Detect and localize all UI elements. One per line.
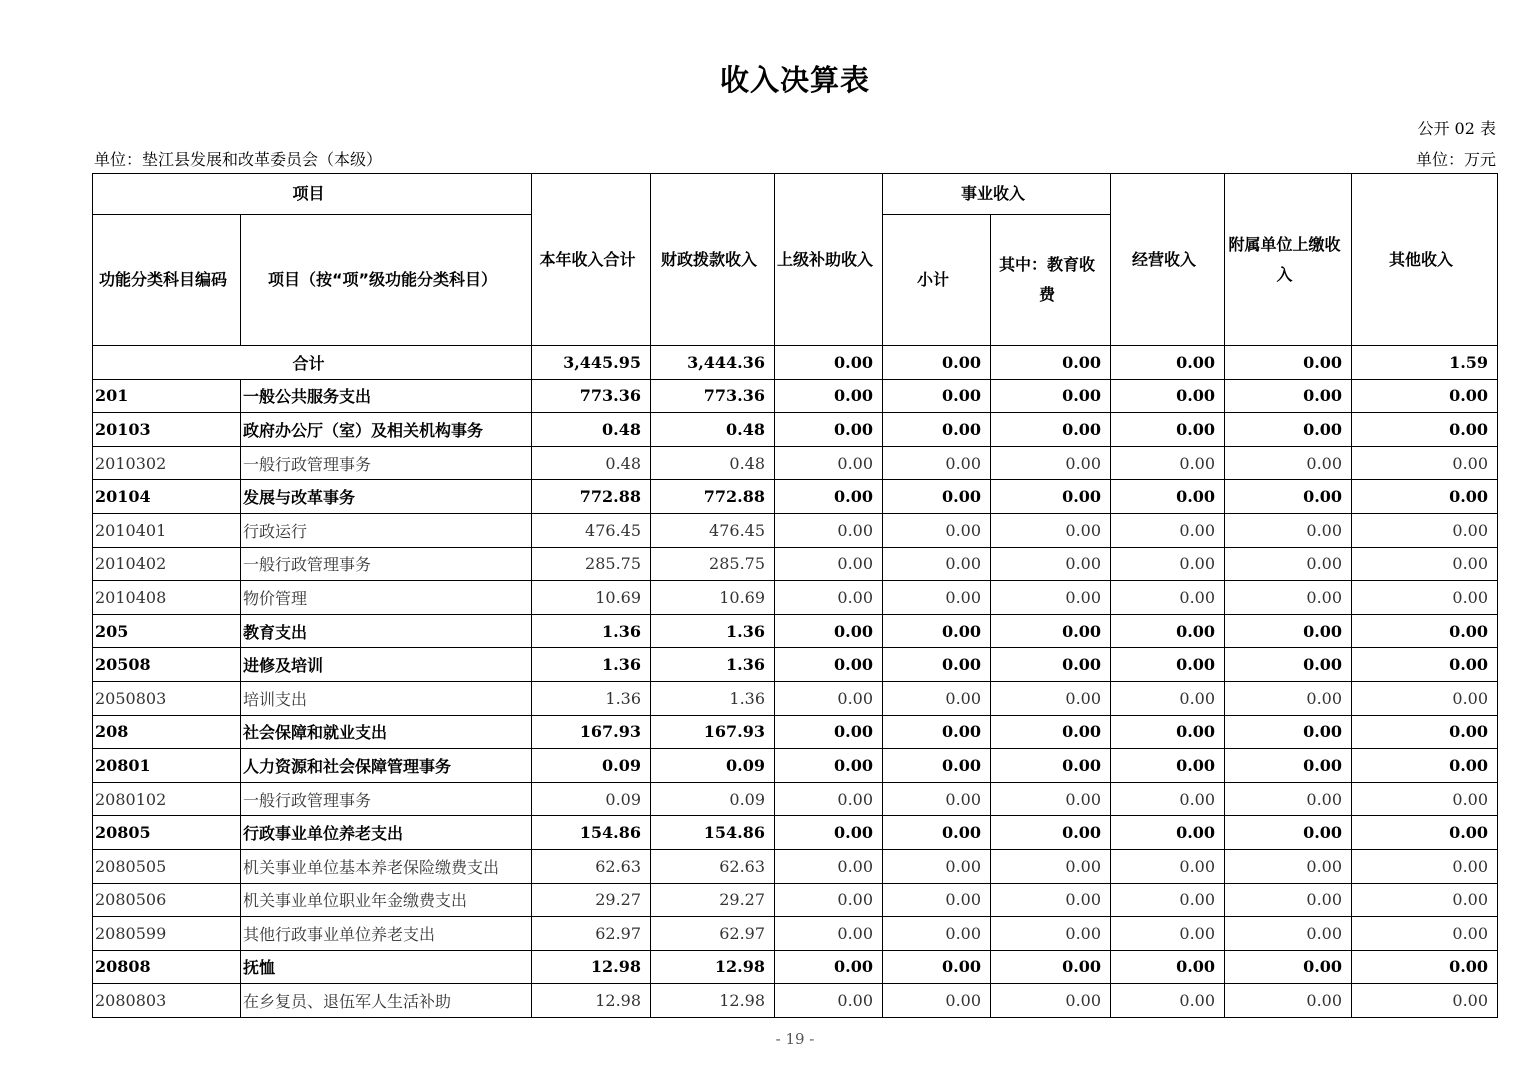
total-value: 3,444.36 <box>651 346 775 380</box>
row-value: 0.00 <box>991 715 1111 749</box>
total-label: 合计 <box>93 346 532 380</box>
row-value: 0.00 <box>1225 379 1352 413</box>
row-value: 10.69 <box>532 581 651 615</box>
row-value: 0.00 <box>1111 782 1225 816</box>
row-value: 0.00 <box>1352 446 1498 480</box>
row-value: 0.00 <box>883 849 991 883</box>
row-value: 0.00 <box>991 749 1111 783</box>
row-value: 62.97 <box>651 917 775 951</box>
table-row <box>93 513 1498 547</box>
row-value: 772.88 <box>651 480 775 514</box>
row-item-name: 社会保障和就业支出 <box>241 715 532 749</box>
row-value: 154.86 <box>651 816 775 850</box>
table-row <box>93 379 1498 413</box>
row-value: 0.00 <box>991 547 1111 581</box>
row-value: 0.00 <box>1352 917 1498 951</box>
row-function-code: 2080102 <box>93 782 241 816</box>
row-function-code: 2050803 <box>93 681 241 715</box>
row-function-code: 20805 <box>93 816 241 850</box>
row-function-code: 2080599 <box>93 917 241 951</box>
table-row <box>93 917 1498 951</box>
total-value: 0.00 <box>883 346 991 380</box>
row-value: 0.00 <box>883 883 991 917</box>
table-row <box>93 950 1498 984</box>
row-item-name: 进修及培训 <box>241 648 532 682</box>
header-function-code: 功能分类科目编码 <box>93 215 241 346</box>
row-function-code: 20808 <box>93 950 241 984</box>
row-value: 0.00 <box>883 413 991 447</box>
row-value: 0.00 <box>1225 883 1352 917</box>
row-value: 10.69 <box>651 581 775 615</box>
row-function-code: 2080803 <box>93 984 241 1018</box>
row-value: 0.00 <box>1225 749 1352 783</box>
currency-unit: 单位：万元 <box>1415 150 1496 169</box>
page-number: - 19 - <box>775 1030 815 1048</box>
row-value: 0.00 <box>1352 749 1498 783</box>
row-value: 0.00 <box>991 413 1111 447</box>
row-value: 0.00 <box>775 984 883 1018</box>
header-business-income-group: 事业收入 <box>883 174 1111 215</box>
row-item-name: 行政运行 <box>241 513 532 547</box>
row-value: 0.00 <box>991 950 1111 984</box>
row-value: 0.00 <box>883 984 991 1018</box>
row-value: 0.00 <box>991 480 1111 514</box>
row-function-code: 20104 <box>93 480 241 514</box>
row-item-name: 政府办公厅（室）及相关机构事务 <box>241 413 532 447</box>
row-value: 62.63 <box>651 849 775 883</box>
header-item-name: 项目（按“项”级功能分类科目） <box>241 215 532 346</box>
row-value: 0.00 <box>883 379 991 413</box>
row-value: 0.00 <box>883 648 991 682</box>
total-value: 0.00 <box>775 346 883 380</box>
row-value: 0.00 <box>775 480 883 514</box>
row-value: 0.00 <box>991 782 1111 816</box>
table-row <box>93 816 1498 850</box>
row-value: 0.00 <box>775 816 883 850</box>
row-value: 0.00 <box>775 648 883 682</box>
row-value: 0.48 <box>651 413 775 447</box>
row-value: 0.00 <box>1352 849 1498 883</box>
row-function-code: 201 <box>93 379 241 413</box>
row-item-name: 物价管理 <box>241 581 532 615</box>
row-value: 0.00 <box>1352 379 1498 413</box>
row-value: 0.00 <box>1111 883 1225 917</box>
row-value: 0.00 <box>1225 950 1352 984</box>
row-value: 0.00 <box>775 513 883 547</box>
row-value: 0.00 <box>1111 816 1225 850</box>
row-function-code: 2010401 <box>93 513 241 547</box>
row-item-name: 教育支出 <box>241 614 532 648</box>
table-row <box>93 581 1498 615</box>
row-function-code: 2010408 <box>93 581 241 615</box>
row-value: 12.98 <box>651 984 775 1018</box>
row-item-name: 机关事业单位职业年金缴费支出 <box>241 883 532 917</box>
table-row <box>93 547 1498 581</box>
row-function-code: 20103 <box>93 413 241 447</box>
row-value: 0.00 <box>991 917 1111 951</box>
row-value: 0.00 <box>991 681 1111 715</box>
row-value: 0.00 <box>1111 715 1225 749</box>
row-value: 0.00 <box>883 547 991 581</box>
row-value: 0.00 <box>1111 480 1225 514</box>
row-value: 0.00 <box>775 379 883 413</box>
table-code: 公开 02 表 <box>1417 119 1496 138</box>
row-function-code: 2010302 <box>93 446 241 480</box>
row-function-code: 205 <box>93 614 241 648</box>
row-value: 0.00 <box>1111 446 1225 480</box>
row-value: 0.00 <box>1225 715 1352 749</box>
row-function-code: 208 <box>93 715 241 749</box>
row-value: 0.00 <box>775 849 883 883</box>
header-operating-income: 经营收入 <box>1111 174 1225 346</box>
row-value: 0.00 <box>991 581 1111 615</box>
row-value: 0.09 <box>651 782 775 816</box>
row-value: 0.00 <box>775 413 883 447</box>
row-value: 0.09 <box>532 749 651 783</box>
row-value: 476.45 <box>532 513 651 547</box>
row-value: 0.00 <box>991 816 1111 850</box>
row-value: 0.00 <box>883 782 991 816</box>
row-value: 0.00 <box>883 749 991 783</box>
row-value: 154.86 <box>532 816 651 850</box>
row-value: 285.75 <box>532 547 651 581</box>
row-value: 0.00 <box>1111 581 1225 615</box>
row-value: 0.00 <box>775 715 883 749</box>
row-item-name: 一般行政管理事务 <box>241 446 532 480</box>
row-value: 12.98 <box>532 950 651 984</box>
row-value: 0.00 <box>1111 614 1225 648</box>
row-item-name: 一般行政管理事务 <box>241 782 532 816</box>
row-value: 0.00 <box>1352 883 1498 917</box>
row-value: 0.00 <box>1352 547 1498 581</box>
row-value: 0.00 <box>1225 480 1352 514</box>
income-final-accounts-table <box>92 173 1498 1018</box>
row-function-code: 2080505 <box>93 849 241 883</box>
table-row <box>93 614 1498 648</box>
row-value: 0.00 <box>1111 950 1225 984</box>
row-item-name: 行政事业单位养老支出 <box>241 816 532 850</box>
row-function-code: 20801 <box>93 749 241 783</box>
row-item-name: 机关事业单位基本养老保险缴费支出 <box>241 849 532 883</box>
row-value: 0.00 <box>883 513 991 547</box>
row-value: 0.00 <box>883 816 991 850</box>
row-value: 0.00 <box>991 446 1111 480</box>
row-item-name: 一般公共服务支出 <box>241 379 532 413</box>
row-value: 0.00 <box>1111 917 1225 951</box>
row-value: 0.00 <box>1352 581 1498 615</box>
row-value: 0.00 <box>883 581 991 615</box>
row-value: 0.00 <box>883 446 991 480</box>
row-value: 0.00 <box>1352 513 1498 547</box>
row-value: 0.00 <box>1352 715 1498 749</box>
row-value: 167.93 <box>651 715 775 749</box>
row-value: 0.00 <box>991 614 1111 648</box>
row-function-code: 20508 <box>93 648 241 682</box>
row-value: 0.00 <box>1352 950 1498 984</box>
total-value: 0.00 <box>991 346 1111 380</box>
row-value: 0.00 <box>1111 749 1225 783</box>
header-subtotal: 小计 <box>883 215 991 346</box>
row-item-name: 在乡复员、退伍军人生活补助 <box>241 984 532 1018</box>
row-value: 0.00 <box>1111 648 1225 682</box>
table-row <box>93 883 1498 917</box>
row-value: 0.00 <box>883 715 991 749</box>
row-value: 0.00 <box>1111 849 1225 883</box>
row-value: 0.00 <box>883 681 991 715</box>
row-value: 773.36 <box>651 379 775 413</box>
row-value: 772.88 <box>532 480 651 514</box>
row-value: 0.09 <box>532 782 651 816</box>
row-value: 0.00 <box>775 681 883 715</box>
header-education-fees: 其中：教育收费 <box>991 215 1111 346</box>
row-item-name: 培训支出 <box>241 681 532 715</box>
row-value: 0.00 <box>1225 581 1352 615</box>
row-function-code: 2080506 <box>93 883 241 917</box>
organization-unit: 单位：垫江县发展和改革委员会（本级） <box>94 150 383 169</box>
header-total-income: 本年收入合计 <box>532 174 651 346</box>
row-value: 0.00 <box>1352 681 1498 715</box>
row-value: 0.00 <box>991 379 1111 413</box>
row-value: 0.00 <box>883 614 991 648</box>
row-value: 0.00 <box>1111 513 1225 547</box>
page-title: 收入决算表 <box>719 63 870 97</box>
total-row <box>93 346 1498 380</box>
row-value: 0.00 <box>1111 547 1225 581</box>
row-value: 0.00 <box>991 648 1111 682</box>
header-other-income: 其他收入 <box>1352 174 1498 346</box>
row-value: 62.63 <box>532 849 651 883</box>
table-row <box>93 715 1498 749</box>
row-value: 0.00 <box>1225 614 1352 648</box>
row-value: 0.00 <box>991 984 1111 1018</box>
row-value: 0.48 <box>532 446 651 480</box>
row-value: 0.00 <box>883 950 991 984</box>
header-fiscal-appropriation: 财政拨款收入 <box>651 174 775 346</box>
row-function-code: 2010402 <box>93 547 241 581</box>
row-value: 0.48 <box>651 446 775 480</box>
table-row <box>93 413 1498 447</box>
table-header <box>93 174 1498 346</box>
row-value: 1.36 <box>532 614 651 648</box>
table-row <box>93 681 1498 715</box>
row-value: 0.00 <box>775 917 883 951</box>
row-value: 62.97 <box>532 917 651 951</box>
total-value: 0.00 <box>1111 346 1225 380</box>
row-value: 0.00 <box>1225 984 1352 1018</box>
row-value: 0.00 <box>883 480 991 514</box>
row-value: 0.00 <box>1225 413 1352 447</box>
total-value: 1.59 <box>1352 346 1498 380</box>
row-value: 0.00 <box>775 614 883 648</box>
row-value: 1.36 <box>651 648 775 682</box>
header-item-group: 项目 <box>93 174 532 215</box>
row-value: 0.00 <box>1225 816 1352 850</box>
row-value: 1.36 <box>532 681 651 715</box>
row-item-name: 人力资源和社会保障管理事务 <box>241 749 532 783</box>
row-value: 0.00 <box>1225 648 1352 682</box>
row-value: 0.00 <box>1352 480 1498 514</box>
table-row <box>93 782 1498 816</box>
row-value: 285.75 <box>651 547 775 581</box>
row-value: 0.00 <box>883 917 991 951</box>
row-value: 0.00 <box>775 446 883 480</box>
row-value: 0.00 <box>775 950 883 984</box>
row-value: 0.48 <box>532 413 651 447</box>
header-superior-subsidy: 上级补助收入 <box>775 174 883 346</box>
row-value: 0.00 <box>1225 849 1352 883</box>
row-value: 0.00 <box>1111 379 1225 413</box>
row-item-name: 抚恤 <box>241 950 532 984</box>
table-row <box>93 480 1498 514</box>
row-value: 1.36 <box>651 614 775 648</box>
table-row <box>93 648 1498 682</box>
row-value: 12.98 <box>651 950 775 984</box>
row-item-name: 其他行政事业单位养老支出 <box>241 917 532 951</box>
row-item-name: 发展与改革事务 <box>241 480 532 514</box>
row-value: 0.00 <box>1225 782 1352 816</box>
header-affiliated-remittance: 附属单位上缴收入 <box>1225 174 1352 346</box>
row-value: 0.00 <box>1111 681 1225 715</box>
table-row <box>93 984 1498 1018</box>
row-value: 0.00 <box>1225 681 1352 715</box>
row-value: 773.36 <box>532 379 651 413</box>
row-value: 0.00 <box>1352 413 1498 447</box>
row-value: 29.27 <box>532 883 651 917</box>
row-value: 0.09 <box>651 749 775 783</box>
row-value: 29.27 <box>651 883 775 917</box>
row-value: 0.00 <box>1111 984 1225 1018</box>
row-value: 12.98 <box>532 984 651 1018</box>
row-value: 0.00 <box>1352 648 1498 682</box>
table-body <box>93 346 1498 1018</box>
row-value: 0.00 <box>775 547 883 581</box>
table-row <box>93 446 1498 480</box>
row-value: 1.36 <box>651 681 775 715</box>
row-value: 0.00 <box>1352 614 1498 648</box>
row-value: 476.45 <box>651 513 775 547</box>
row-value: 0.00 <box>1225 917 1352 951</box>
row-value: 0.00 <box>1352 984 1498 1018</box>
row-value: 0.00 <box>1225 446 1352 480</box>
table-row <box>93 849 1498 883</box>
row-value: 167.93 <box>532 715 651 749</box>
row-value: 0.00 <box>1111 413 1225 447</box>
row-value: 0.00 <box>991 513 1111 547</box>
total-value: 0.00 <box>1225 346 1352 380</box>
row-value: 0.00 <box>1225 513 1352 547</box>
row-value: 0.00 <box>1352 816 1498 850</box>
row-value: 0.00 <box>775 782 883 816</box>
row-value: 0.00 <box>775 883 883 917</box>
row-value: 0.00 <box>1225 547 1352 581</box>
row-item-name: 一般行政管理事务 <box>241 547 532 581</box>
row-value: 0.00 <box>1352 782 1498 816</box>
row-value: 0.00 <box>775 749 883 783</box>
row-value: 0.00 <box>991 849 1111 883</box>
row-value: 0.00 <box>991 883 1111 917</box>
row-value: 0.00 <box>775 581 883 615</box>
row-value: 1.36 <box>532 648 651 682</box>
total-value: 3,445.95 <box>532 346 651 380</box>
table-row <box>93 749 1498 783</box>
